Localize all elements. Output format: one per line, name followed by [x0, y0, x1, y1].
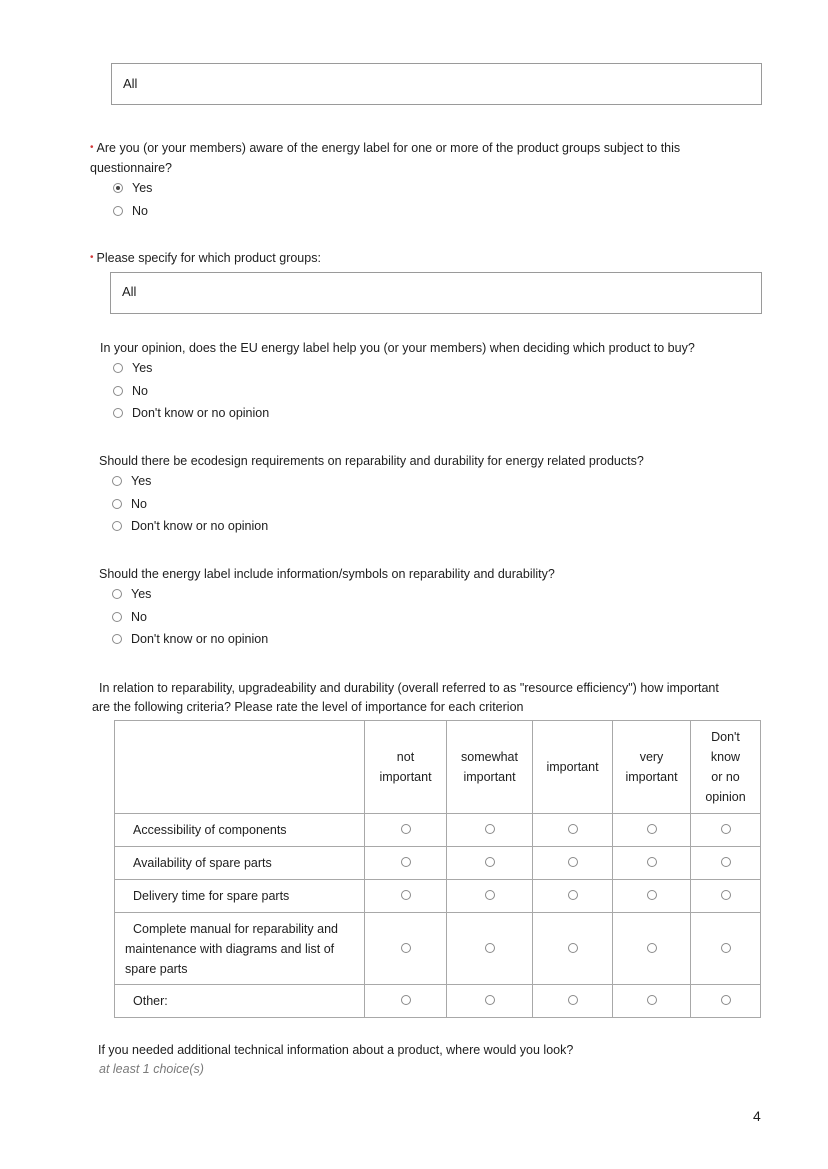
radio-icon[interactable] — [112, 476, 122, 486]
option-aware-no[interactable]: No — [113, 204, 148, 218]
radio-icon[interactable] — [568, 824, 578, 834]
column-not-important: not important — [365, 721, 447, 814]
option-ecodesign-no[interactable]: No — [112, 497, 147, 511]
radio-icon[interactable] — [721, 995, 731, 1005]
radio-icon[interactable] — [485, 995, 495, 1005]
radio-icon[interactable] — [568, 890, 578, 900]
radio-icon[interactable] — [721, 824, 731, 834]
column-very-important: very important — [613, 721, 691, 814]
matrix-row-manual — [115, 913, 761, 985]
field-value: All — [122, 284, 137, 299]
radio-icon[interactable] — [112, 612, 122, 622]
matrix-row-delivery — [115, 880, 761, 913]
radio-icon[interactable] — [113, 363, 123, 373]
option-ecodesign-yes[interactable]: Yes — [112, 474, 151, 488]
field-value: All — [123, 76, 138, 91]
option-ecodesign-dont-know[interactable]: Don't know or no opinion — [112, 519, 268, 533]
radio-icon[interactable] — [721, 857, 731, 867]
question-technical-info: If you needed additional technical information about a product, where would you look? — [98, 1043, 574, 1057]
matrix-corner-cell — [115, 721, 365, 814]
radio-icon[interactable] — [485, 890, 495, 900]
product-groups-field-top[interactable] — [111, 63, 762, 105]
radio-icon[interactable] — [647, 824, 657, 834]
radio-icon[interactable] — [401, 890, 411, 900]
radio-icon[interactable] — [113, 408, 123, 418]
question-specify: • Please specify for which product groups: — [90, 251, 321, 265]
radio-icon[interactable] — [568, 995, 578, 1005]
radio-icon[interactable] — [401, 824, 411, 834]
column-important: important — [533, 721, 613, 814]
matrix-row-other — [115, 985, 761, 1018]
radio-icon[interactable] — [568, 943, 578, 953]
row-label: Accessibility of components — [115, 814, 365, 847]
radio-icon[interactable] — [647, 857, 657, 867]
radio-icon[interactable] — [112, 521, 122, 531]
row-label: Availability of spare parts — [115, 847, 365, 880]
radio-icon[interactable] — [647, 890, 657, 900]
matrix-header-row — [115, 721, 761, 814]
option-helps-dont-know[interactable]: Don't know or no opinion — [113, 406, 269, 420]
radio-icon[interactable] — [647, 995, 657, 1005]
question-ecodesign: Should there be ecodesign requirements on reparability and durability for energy related products? — [99, 454, 644, 468]
radio-icon[interactable] — [721, 943, 731, 953]
radio-icon[interactable] — [485, 857, 495, 867]
importance-matrix — [114, 720, 761, 1018]
row-label: Other: — [115, 985, 365, 1018]
radio-icon[interactable] — [112, 589, 122, 599]
required-marker: • — [90, 142, 94, 153]
radio-icon[interactable] — [112, 499, 122, 509]
option-label-yes[interactable]: Yes — [112, 587, 151, 601]
option-helps-yes[interactable]: Yes — [113, 361, 152, 375]
row-label: Complete manual for reparability and maintenance with diagrams and list of spare parts — [115, 913, 365, 985]
question-label-info: Should the energy label include information/symbols on reparability and durability? — [99, 567, 555, 581]
required-marker: • — [90, 252, 94, 263]
option-label-dont-know[interactable]: Don't know or no opinion — [112, 632, 268, 646]
row-label: Delivery time for spare parts — [115, 880, 365, 913]
matrix-row-availability — [115, 847, 761, 880]
matrix-row-accessibility — [115, 814, 761, 847]
radio-icon[interactable] — [485, 824, 495, 834]
radio-icon[interactable] — [568, 857, 578, 867]
radio-icon[interactable] — [401, 995, 411, 1005]
radio-icon[interactable] — [113, 386, 123, 396]
page-number: 4 — [753, 1108, 761, 1124]
radio-icon[interactable] — [401, 857, 411, 867]
radio-icon[interactable] — [647, 943, 657, 953]
question-label-helps: In your opinion, does the EU energy label help you (or your members) when deciding which product to buy? — [100, 341, 695, 355]
question-criteria: In relation to reparability, upgradeability and durability (overall referred to as "resource efficiency") how important are the following criteria? Please rate the level of importance for each criterion — [92, 681, 719, 714]
product-groups-field[interactable] — [110, 272, 762, 314]
column-dont-know: Don't know or no opinion — [691, 721, 761, 814]
radio-icon[interactable] — [112, 634, 122, 644]
radio-icon[interactable] — [401, 943, 411, 953]
question-aware: • Are you (or your members) aware of the energy label for one or more of the product groups subject to this questionnaire? — [90, 141, 681, 175]
radio-icon[interactable] — [113, 206, 123, 216]
radio-icon[interactable] — [485, 943, 495, 953]
option-label-no[interactable]: No — [112, 610, 147, 624]
choice-hint: at least 1 choice(s) — [99, 1062, 204, 1076]
option-aware-yes[interactable]: Yes — [113, 181, 152, 195]
radio-icon[interactable] — [721, 890, 731, 900]
radio-selected-icon[interactable] — [113, 183, 123, 193]
column-somewhat-important: somewhat important — [447, 721, 533, 814]
option-helps-no[interactable]: No — [113, 384, 148, 398]
